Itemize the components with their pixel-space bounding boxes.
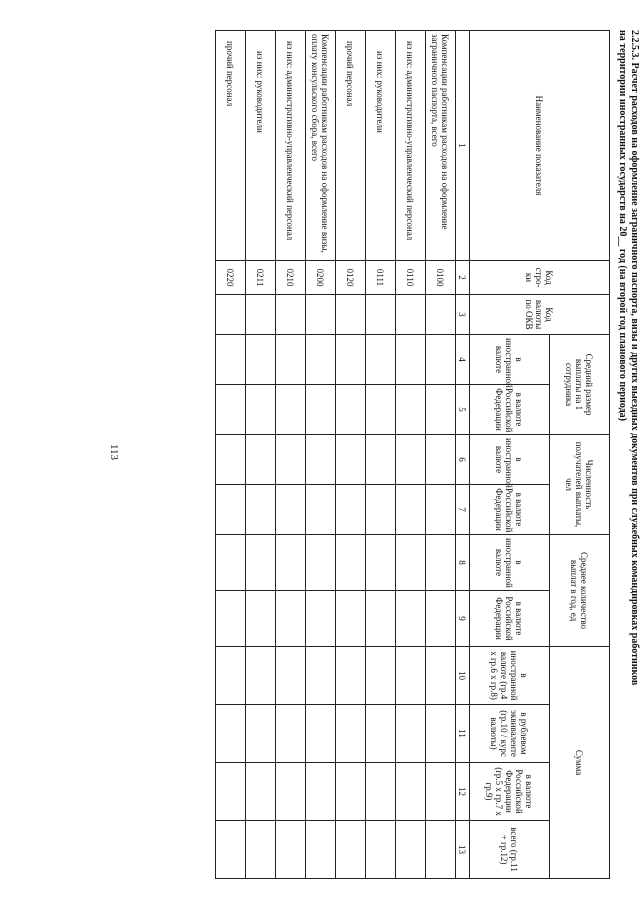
header-sum-foreign: в иностранной валюте (гр.4 х гр.6 х гр.8) <box>470 647 550 705</box>
value-cell[interactable] <box>336 335 366 385</box>
value-cell[interactable] <box>216 535 246 591</box>
value-cell[interactable] <box>426 763 456 821</box>
row-label: из них: руководители <box>366 31 396 261</box>
header-sum-rub: в валюте Российской Федерации (гр.5 х гр.7 х гр.9) <box>470 763 550 821</box>
column-number-row <box>456 31 470 879</box>
value-cell[interactable] <box>366 705 396 763</box>
value-cell[interactable] <box>426 435 456 485</box>
value-cell[interactable] <box>306 591 336 647</box>
value-cell[interactable] <box>216 821 246 879</box>
page-number: 113 <box>108 443 120 461</box>
value-cell[interactable] <box>336 295 366 335</box>
row-code: 0210 <box>276 261 306 295</box>
value-cell[interactable] <box>336 435 366 485</box>
table-row <box>306 31 336 879</box>
row-code: 0100 <box>426 261 456 295</box>
value-cell[interactable] <box>216 591 246 647</box>
heading-line-2: на территории иностранных государств на 20__ год (на второй год планового периода) <box>617 30 628 421</box>
value-cell[interactable] <box>246 335 276 385</box>
value-cell[interactable] <box>216 763 246 821</box>
colnum: 2 <box>456 261 470 295</box>
table-row <box>336 31 366 879</box>
colnum: 11 <box>456 705 470 763</box>
section-heading <box>616 30 640 878</box>
value-cell[interactable] <box>246 763 276 821</box>
value-cell[interactable] <box>336 705 366 763</box>
row-label: прочий персонал <box>216 31 246 261</box>
value-cell[interactable] <box>276 763 306 821</box>
value-cell[interactable] <box>246 385 276 435</box>
value-cell[interactable] <box>276 647 306 705</box>
value-cell[interactable] <box>276 705 306 763</box>
value-cell[interactable] <box>396 435 426 485</box>
value-cell[interactable] <box>216 485 246 535</box>
value-cell[interactable] <box>276 535 306 591</box>
value-cell[interactable] <box>396 295 426 335</box>
value-cell[interactable] <box>366 535 396 591</box>
colnum: 4 <box>456 335 470 385</box>
value-cell[interactable] <box>306 535 336 591</box>
value-cell[interactable] <box>306 335 336 385</box>
value-cell[interactable] <box>426 821 456 879</box>
header-recip-rub: в валюте Российской Федерации <box>470 485 550 535</box>
value-cell[interactable] <box>246 591 276 647</box>
value-cell[interactable] <box>306 435 336 485</box>
row-code: 0110 <box>396 261 426 295</box>
value-cell[interactable] <box>216 295 246 335</box>
row-code: 0211 <box>246 261 276 295</box>
value-cell[interactable] <box>396 821 426 879</box>
value-cell[interactable] <box>246 485 276 535</box>
value-cell[interactable] <box>306 763 336 821</box>
table-row <box>216 31 246 879</box>
value-cell[interactable] <box>366 591 396 647</box>
value-cell[interactable] <box>306 295 336 335</box>
value-cell[interactable] <box>396 763 426 821</box>
colnum: 7 <box>456 485 470 535</box>
expense-table <box>215 30 610 879</box>
header-name: Наименование показателя <box>470 31 610 261</box>
row-label: из них: руководители <box>246 31 276 261</box>
header-avg-foreign: в иностранной валюте <box>470 335 550 385</box>
colnum: 5 <box>456 385 470 435</box>
colnum: 10 <box>456 647 470 705</box>
value-cell[interactable] <box>276 385 306 435</box>
value-cell[interactable] <box>306 821 336 879</box>
value-cell[interactable] <box>306 385 336 435</box>
header-recipients: Численность получателей выплаты, чел <box>550 435 610 535</box>
value-cell[interactable] <box>366 295 396 335</box>
row-code: 0120 <box>336 261 366 295</box>
value-cell[interactable] <box>366 821 396 879</box>
value-cell[interactable] <box>246 821 276 879</box>
header-currency-code: Код валюты по ОКВ <box>470 295 610 335</box>
header-sum-total: всего (гр.11 + гр.12) <box>470 821 550 879</box>
value-cell[interactable] <box>246 705 276 763</box>
header-avg-quantity: Среднее количество выплат в год, ед <box>550 535 610 647</box>
value-cell[interactable] <box>276 435 306 485</box>
header-qty-foreign: в иностранной валюте <box>470 535 550 591</box>
value-cell[interactable] <box>276 821 306 879</box>
value-cell[interactable] <box>276 335 306 385</box>
colnum: 6 <box>456 435 470 485</box>
landscape-content <box>85 30 640 878</box>
value-cell[interactable] <box>216 647 246 705</box>
value-cell[interactable] <box>396 647 426 705</box>
value-cell[interactable] <box>306 485 336 535</box>
value-cell[interactable] <box>396 591 426 647</box>
value-cell[interactable] <box>426 535 456 591</box>
colnum: 9 <box>456 591 470 647</box>
table-row <box>366 31 396 879</box>
value-cell[interactable] <box>366 435 396 485</box>
value-cell[interactable] <box>306 705 336 763</box>
value-cell[interactable] <box>366 763 396 821</box>
value-cell[interactable] <box>366 335 396 385</box>
value-cell[interactable] <box>276 485 306 535</box>
value-cell[interactable] <box>366 485 396 535</box>
value-cell[interactable] <box>426 335 456 385</box>
value-cell[interactable] <box>276 295 306 335</box>
value-cell[interactable] <box>396 535 426 591</box>
colnum: 3 <box>456 295 470 335</box>
value-cell[interactable] <box>216 435 246 485</box>
table-body <box>216 31 456 879</box>
value-cell[interactable] <box>306 647 336 705</box>
header-sum: Сумма <box>550 647 610 879</box>
header-avg-rub: в валюте Российской Федерации <box>470 385 550 435</box>
value-cell[interactable] <box>426 647 456 705</box>
value-cell[interactable] <box>396 385 426 435</box>
table-row <box>426 31 456 879</box>
value-cell[interactable] <box>216 335 246 385</box>
value-cell[interactable] <box>336 385 366 435</box>
value-cell[interactable] <box>276 591 306 647</box>
row-label: Компенсации работникам расходов на оформление заграничного паспорта, всего <box>426 31 456 261</box>
value-cell[interactable] <box>246 535 276 591</box>
row-code: 0200 <box>306 261 336 295</box>
value-cell[interactable] <box>396 335 426 385</box>
value-cell[interactable] <box>246 295 276 335</box>
value-cell[interactable] <box>216 385 246 435</box>
colnum: 12 <box>456 763 470 821</box>
value-cell[interactable] <box>216 705 246 763</box>
colnum: 8 <box>456 535 470 591</box>
value-cell[interactable] <box>336 763 366 821</box>
row-code: 0111 <box>366 261 396 295</box>
row-label: из них: административно-управленческий персонал <box>276 31 306 261</box>
value-cell[interactable] <box>426 591 456 647</box>
colnum: 13 <box>456 821 470 879</box>
value-cell[interactable] <box>366 385 396 435</box>
row-label: Компенсации работникам расходов на оформление визы, оплату консульского сбора, всего <box>306 31 336 261</box>
value-cell[interactable] <box>336 485 366 535</box>
colnum: 1 <box>456 31 470 261</box>
table-row <box>246 31 276 879</box>
table-row <box>276 31 306 879</box>
value-cell[interactable] <box>426 385 456 435</box>
value-cell[interactable] <box>396 485 426 535</box>
value-cell[interactable] <box>426 295 456 335</box>
value-cell[interactable] <box>426 485 456 535</box>
value-cell[interactable] <box>396 705 426 763</box>
row-label: из них: административно-управленческий персонал <box>396 31 426 261</box>
value-cell[interactable] <box>366 647 396 705</box>
header-code: Код стро-ки <box>470 261 610 295</box>
value-cell[interactable] <box>336 647 366 705</box>
table-row <box>396 31 426 879</box>
value-cell[interactable] <box>336 535 366 591</box>
value-cell[interactable] <box>246 435 276 485</box>
value-cell[interactable] <box>336 591 366 647</box>
header-recip-foreign: в иностранной валюте <box>470 435 550 485</box>
row-label: прочий персонал <box>336 31 366 261</box>
heading-line-1: 2.2.5.3. Расчет расходов на оформление заграничного паспорта, визы и других выездных документов при служебных командировках работников <box>629 30 640 686</box>
header-avg-payment: Средний размер выплаты на 1 сотрудника <box>550 335 610 435</box>
header-qty-rub: в валюте Российской Федерации <box>470 591 550 647</box>
value-cell[interactable] <box>336 821 366 879</box>
row-code: 0220 <box>216 261 246 295</box>
value-cell[interactable] <box>426 705 456 763</box>
value-cell[interactable] <box>246 647 276 705</box>
header-sum-rub-equiv: в рублевом эквиваленте (гр.10 / курс валюты) <box>470 705 550 763</box>
